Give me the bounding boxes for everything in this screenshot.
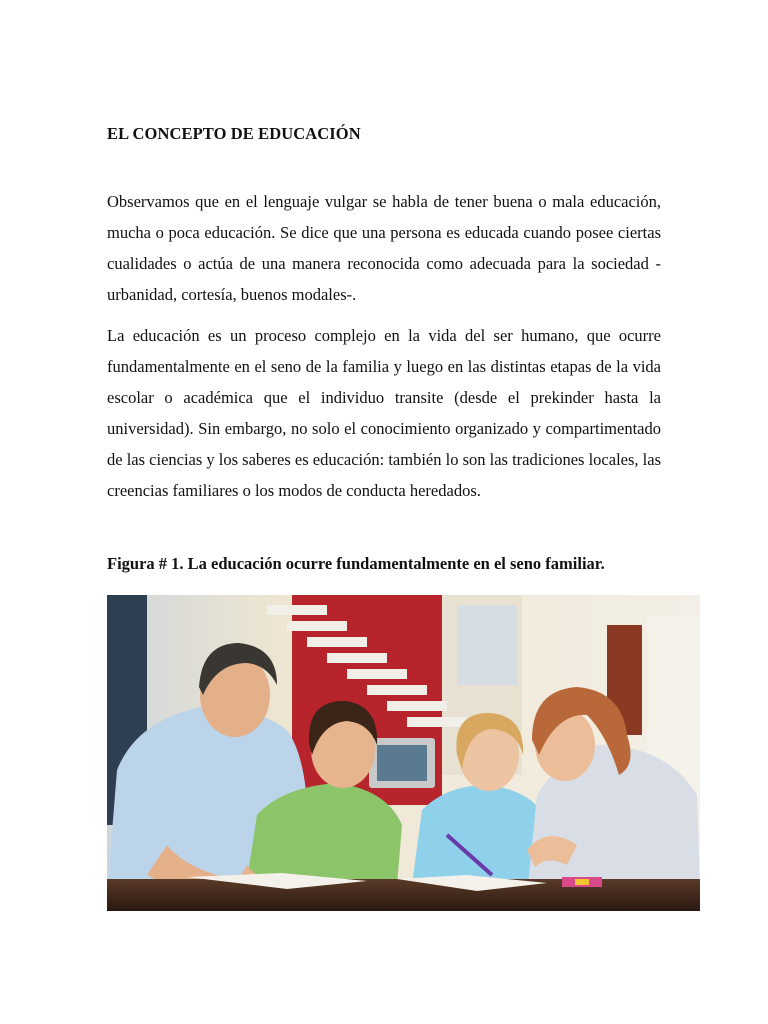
paragraph-2: La educación es un proceso complejo en la vida del ser humano, que ocurre fundamentalmente en el seno de la familia y luego en las distintas etapas de la vida escolar o académica que el individuo transite (desde el prekinder hasta la universidad). Sin embargo, no solo el conocimiento organizado y compartimentado de las ciencias y los saberes es educación: también lo son las tradiciones locales, las creencias familiares o los modos de conducta heredados. (107, 326, 661, 500)
document-heading: EL CONCEPTO DE EDUCACIÓN (107, 124, 361, 143)
figure-caption: Figura # 1. La educación ocurre fundamentalmente en el seno familiar. (107, 554, 605, 573)
paragraph-1: Observamos que en el lenguaje vulgar se habla de tener buena o mala educación, mucha o poca educación. Se dice que una persona es educada cuando posee ciertas cualidades o actúa de una manera reconocida como adecuada para la sociedad -urbanidad, cortesía, buenos modales-. (107, 192, 661, 304)
family-study-illustration (107, 595, 700, 911)
window-right (457, 605, 517, 685)
family-study-photo (107, 595, 700, 911)
study-table (107, 879, 700, 911)
